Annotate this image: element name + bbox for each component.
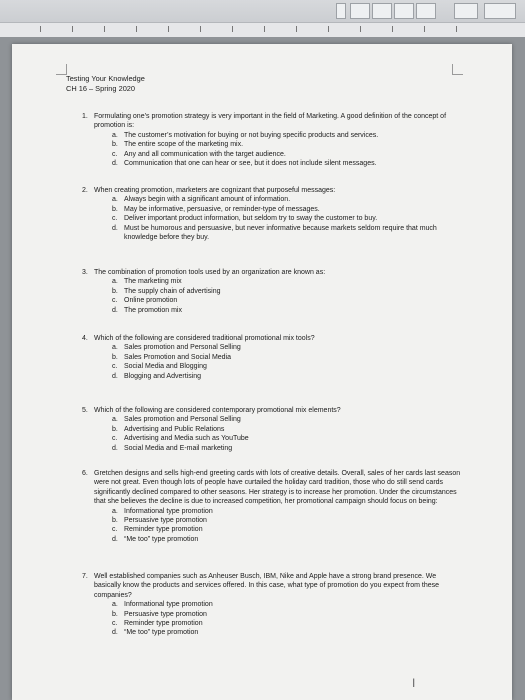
option-text: Always begin with a significant amount of information. <box>124 196 291 204</box>
option-letter: a. <box>112 507 118 515</box>
option-letter: d. <box>112 629 118 637</box>
toolbar-button[interactable] <box>350 3 370 19</box>
option-text: Deliver important product information, but seldom try to sway the customer to buy. <box>124 215 378 223</box>
option-letter: c. <box>112 526 118 534</box>
answer-option[interactable] <box>112 287 462 296</box>
option-letter: a. <box>112 601 118 609</box>
option-letter: a. <box>112 196 118 204</box>
text-cursor-icon: I <box>412 676 416 690</box>
answer-option[interactable] <box>112 140 462 149</box>
answer-option[interactable] <box>112 507 462 516</box>
option-letter: b. <box>112 425 118 433</box>
option-letter: b. <box>112 205 118 213</box>
answer-option[interactable] <box>112 619 462 628</box>
option-text: Social Media and E-mail marketing <box>124 444 233 452</box>
option-text: The entire scope of the marketing mix. <box>124 141 244 149</box>
option-text: Social Media and Blogging <box>124 363 207 371</box>
toolbar-button[interactable] <box>454 3 478 19</box>
question-block <box>82 186 462 242</box>
question-number: 5. <box>82 407 88 414</box>
option-text: The marketing mix <box>124 278 182 286</box>
answer-option[interactable] <box>112 353 462 362</box>
answer-option[interactable] <box>112 159 462 168</box>
option-text: Persuasive type promotion <box>124 610 207 618</box>
answer-option[interactable] <box>112 195 462 204</box>
option-text: Communication that one can hear or see, but it does not include silent messages. <box>124 160 377 168</box>
answer-option[interactable] <box>112 525 462 534</box>
option-letter: c. <box>112 215 118 223</box>
answer-option[interactable] <box>112 214 462 223</box>
margin-corner-top-right <box>452 64 463 75</box>
answer-options <box>112 195 462 242</box>
toolbar-button[interactable] <box>484 3 516 19</box>
answer-option[interactable] <box>112 516 462 525</box>
question-block <box>82 469 462 544</box>
question-block <box>82 334 462 381</box>
answer-option[interactable] <box>112 277 462 286</box>
option-letter: b. <box>112 517 118 525</box>
option-letter: a. <box>112 344 118 352</box>
option-text: Sales promotion and Personal Selling <box>124 344 241 352</box>
question-number: 4. <box>82 335 88 342</box>
question-number: 2. <box>82 187 88 194</box>
answer-option[interactable] <box>112 131 462 140</box>
option-letter: d. <box>112 224 118 232</box>
answer-option[interactable] <box>112 150 462 159</box>
answer-option[interactable] <box>112 343 462 352</box>
question-text <box>82 469 462 507</box>
option-text: Online promotion <box>124 297 178 305</box>
answer-option[interactable] <box>112 205 462 214</box>
option-letter: a. <box>112 416 118 424</box>
answer-option[interactable] <box>112 610 462 619</box>
answer-option[interactable] <box>112 444 462 453</box>
horizontal-ruler[interactable] <box>0 22 525 37</box>
answer-option[interactable] <box>112 362 462 371</box>
question-stem: Which of the following are considered contemporary promotional mix elements? <box>94 407 341 414</box>
question-stem: Gretchen designs and sells high-end greeting cards with lots of creative details. Overall, sales of her cards last season were not great. Even though lots of people have curtailed the holiday card tradition, those who do still send cards significantly declined compared to other seasons. Her strategy is to increase her promotion. Under the circumstances that she believes the decline is due to increased competition, her promotional campaign should focus on being: <box>94 470 461 506</box>
toolbar-button[interactable] <box>394 3 414 19</box>
option-text: Sales promotion and Personal Selling <box>124 416 241 424</box>
option-letter: b. <box>112 287 118 295</box>
option-text: Blogging and Advertising <box>124 372 202 380</box>
answer-options <box>112 415 462 453</box>
answer-option[interactable] <box>112 535 462 544</box>
option-text: The customer’s motivation for buying or not buying specific products and services. <box>124 131 379 139</box>
option-text: Sales Promotion and Social Media <box>124 353 232 361</box>
option-letter: d. <box>112 535 118 543</box>
toolbar-button[interactable] <box>372 3 392 19</box>
question-block <box>82 268 462 315</box>
option-text: The supply chain of advertising <box>124 287 221 295</box>
question-text <box>82 268 462 277</box>
option-letter: c. <box>112 150 118 158</box>
option-text: Reminder type promotion <box>124 620 203 628</box>
question-text <box>82 334 462 343</box>
option-letter: d. <box>112 444 118 452</box>
document-page[interactable] <box>12 44 512 700</box>
question-stem: When creating promotion, marketers are cognizant that purposeful messages: <box>94 187 336 194</box>
question-stem: Which of the following are considered traditional promotional mix tools? <box>94 335 315 342</box>
option-text: Any and all communication with the target audience. <box>124 150 286 158</box>
option-letter: d. <box>112 160 118 168</box>
question-number: 3. <box>82 269 88 276</box>
document-header <box>66 74 145 93</box>
question-number: 1. <box>82 113 88 120</box>
option-text: Must be humorous and persuasive, but never informative because markets seldom require that much knowledge before they buy. <box>124 224 437 242</box>
option-text: The promotion mix <box>124 306 182 314</box>
answer-options <box>112 131 462 169</box>
word-toolbar <box>0 0 525 37</box>
answer-option[interactable] <box>112 306 462 315</box>
option-text: “Me too” type promotion <box>124 629 199 637</box>
answer-option[interactable] <box>112 415 462 424</box>
question-block <box>82 406 462 453</box>
answer-option[interactable] <box>112 296 462 305</box>
toolbar-button[interactable] <box>416 3 436 19</box>
option-letter: b. <box>112 353 118 361</box>
question-stem: Formulating one’s promotion strategy is very important in the field of Marketing. A good definition of the concept of promotion is: <box>94 113 447 130</box>
question-stem: The combination of promotion tools used by an organization are known as: <box>94 269 326 276</box>
answer-option[interactable] <box>112 628 462 637</box>
option-text: Reminder type promotion <box>124 526 203 534</box>
question-number: 7. <box>82 573 88 580</box>
option-text: Advertising and Media such as YouTube <box>124 435 249 443</box>
option-letter: c. <box>112 435 118 443</box>
question-stem: Well established companies such as Anheuser Busch, IBM, Nike and Apple have a strong brand presence. We basically know the products and services offered. In this case, what type of promotion do you expect from these companies? <box>94 573 439 599</box>
option-letter: c. <box>112 297 118 305</box>
answer-options <box>112 277 462 315</box>
option-letter: d. <box>112 306 118 314</box>
question-number: 6. <box>82 470 88 477</box>
option-text: Informational type promotion <box>124 507 213 515</box>
answer-option[interactable] <box>112 425 462 434</box>
toolbar-button[interactable] <box>336 3 346 19</box>
option-letter: b. <box>112 610 118 618</box>
answer-options <box>112 343 462 381</box>
answer-option[interactable] <box>112 434 462 443</box>
question-text <box>82 112 462 131</box>
question-text <box>82 406 462 415</box>
page-subtitle: CH 16 – Spring 2020 <box>66 83 136 93</box>
option-text: Advertising and Public Relations <box>124 425 225 433</box>
option-letter: c. <box>112 363 118 371</box>
question-text <box>82 186 462 195</box>
option-letter: d. <box>112 372 118 380</box>
answer-option[interactable] <box>112 600 462 609</box>
answer-option[interactable] <box>112 372 462 381</box>
option-text: Persuasive type promotion <box>124 517 207 525</box>
answer-options <box>112 600 462 638</box>
option-text: “Me too” type promotion <box>124 535 199 543</box>
option-letter: b. <box>112 141 118 149</box>
option-letter: c. <box>112 620 118 628</box>
question-text <box>82 572 462 600</box>
answer-options <box>112 507 462 545</box>
option-text: May be informative, persuasive, or reminder-type of messages. <box>124 205 320 213</box>
option-letter: a. <box>112 131 118 139</box>
answer-option[interactable] <box>112 224 462 243</box>
question-block <box>82 572 462 638</box>
option-text: Informational type promotion <box>124 601 213 609</box>
question-block <box>82 112 462 168</box>
page-title: Testing Your Knowledge <box>66 74 145 83</box>
option-letter: a. <box>112 278 118 286</box>
